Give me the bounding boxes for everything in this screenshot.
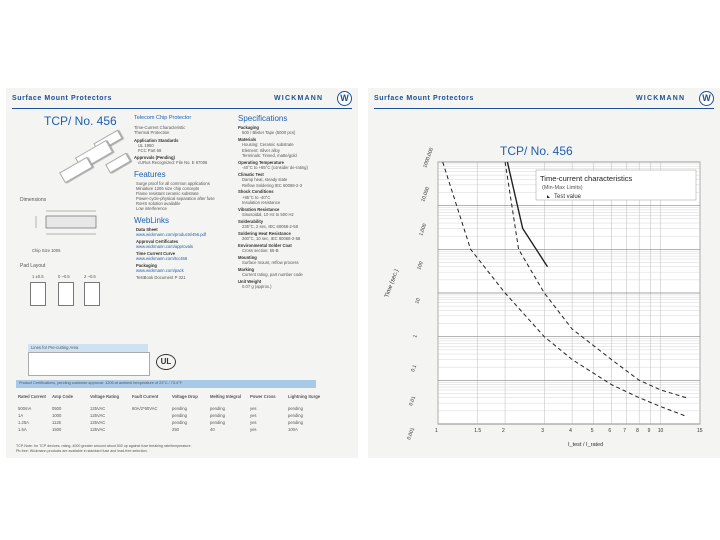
spec-value: Surface mount, reflow process <box>242 260 299 265</box>
pad-layout-label: Pad Layout <box>20 263 46 269</box>
feature-item: Surge proof for all common applications <box>136 181 210 186</box>
x-axis-label: I_test / I_rated <box>568 442 604 448</box>
wickmann-logo-icon: W <box>337 91 352 106</box>
spec-value: Sinusoidal, 10 Hz to 500 Hz <box>242 212 294 217</box>
chart-title: Time-current characteristics <box>540 174 633 183</box>
chart-subtitle: (Min-Max Limits) <box>542 185 583 191</box>
spec-heading: Marking <box>238 266 255 272</box>
table-cell: 125VAC <box>90 406 106 411</box>
spec-heading: Shock Conditions <box>238 189 274 195</box>
table-cell: pending <box>210 420 225 425</box>
pad <box>84 282 100 306</box>
legend-box <box>28 352 150 376</box>
x-tick-label: 3 <box>541 428 545 434</box>
x-tick-label: 15 <box>697 428 703 434</box>
table-cell: 1.25A <box>18 420 29 425</box>
spec-value: 260°C, 10 sec, IEC 60068-2-58 <box>242 236 301 241</box>
spec-value: Cross section: 55-B <box>242 248 279 253</box>
legend-heading: Lines for Pre-cutting Area <box>31 345 79 350</box>
x-tick-label: 9 <box>647 428 651 434</box>
weblink[interactable]: www.wickmann.com/approvals <box>136 244 194 249</box>
table-cell: 125VAC <box>90 413 106 418</box>
x-tick-label: 1.5 <box>474 428 482 434</box>
pad <box>30 282 46 306</box>
spec-heading: Vibration Resistance <box>238 206 280 212</box>
spec-value: Reflow Soldering IEC 60068-2-3 <box>242 182 303 188</box>
y-axis-label: Time (sec.) <box>384 268 401 299</box>
table-cell: pending <box>210 413 225 418</box>
dimension-note: Chip Size 1005 <box>32 248 61 253</box>
table-header: Voltage Drop <box>172 394 198 399</box>
x-tick-label: 8 <box>636 428 639 434</box>
spec-heading: Packaging <box>238 125 259 130</box>
y-tick-label: 0.01 <box>408 395 418 407</box>
subtitle: Thermal Protection <box>134 130 170 135</box>
table-band <box>16 380 316 388</box>
pad-dimension: 2 ~0.5 <box>84 274 96 279</box>
time-current-chart <box>368 88 720 458</box>
table-cell: yes <box>250 427 257 432</box>
table-cell: yes <box>250 406 257 411</box>
pad <box>58 282 74 306</box>
spec-value: +85°C to -40°C <box>242 194 271 200</box>
x-tick-label: 7 <box>623 428 627 434</box>
specifications-heading: Specifications <box>238 114 288 123</box>
y-tick-label: 1000,000 <box>422 147 436 169</box>
y-tick-label: 100 <box>416 260 425 271</box>
weblink[interactable]: www.wickmann.com/products/456.pdf <box>136 232 207 237</box>
footnote: TCP-Note: for TCP devices, rating, 4000 greater amount about 500 up against fuse breaking rate/temperature. <box>16 444 192 448</box>
spec-heading: Mounting <box>238 254 257 260</box>
pending-item: cURus Recognized: File No. E 67006 <box>138 160 208 165</box>
dimensions-label: Dimensions <box>20 197 47 203</box>
spec-value: Element: Silver alloy <box>242 147 280 153</box>
table-cell: 40 <box>210 427 215 432</box>
spec-heading: Solderability <box>238 218 264 224</box>
table-cell: pending <box>288 420 303 425</box>
pad-dimension: 0 ~0.5 <box>58 274 70 279</box>
table-cell: pending <box>288 406 303 411</box>
spec-heading: Materials <box>238 137 257 142</box>
feature-item: Low interference <box>136 206 167 211</box>
table-header: Power Cross <box>250 394 276 399</box>
feature-item: RoHS solution available <box>136 201 181 206</box>
y-tick-label: 1 <box>412 334 419 339</box>
table-cell: 500mA <box>18 406 32 411</box>
y-tick-label: 0.1 <box>410 364 419 373</box>
footnote: Pb-free: Wickmann products are available in standard fuse and lead-free selection. <box>16 449 148 453</box>
spec-value: Damp heat, steady state <box>242 177 288 183</box>
spec-value: Terminals: Tinned, matte/gold <box>242 153 297 159</box>
spec-heading: Environmental Solder Coat <box>238 242 292 248</box>
table-cell: yes <box>250 413 257 418</box>
y-tick-label: 0.001 <box>406 426 417 441</box>
table-header: Melting Integral <box>210 394 241 399</box>
table-cell: 1125 <box>52 420 62 425</box>
page-header: Surface Mount Protectors <box>12 95 112 102</box>
weblink[interactable]: www.wickmann.com/pack <box>136 268 184 273</box>
table-cell: 1A <box>18 413 24 418</box>
brand-name: WICKMANN <box>636 95 686 102</box>
table-cell: 125VAC <box>90 427 106 432</box>
brand-name: WICKMANN <box>274 95 324 102</box>
product-title: TCP/ No. 456 <box>500 144 573 158</box>
x-tick-label: 10 <box>657 428 664 434</box>
feature-item: Flame resistant ceramic substrate <box>136 191 199 196</box>
weblink-label: Packaging <box>136 263 157 268</box>
chip-image <box>105 153 131 174</box>
y-tick-label: 10,000 <box>420 186 432 203</box>
x-tick-label: 6 <box>608 428 612 434</box>
pending-heading: Approvals (Pending) <box>134 155 175 160</box>
approval-item: UL 1950 <box>138 143 154 148</box>
table-band-text: Product Certifications, pending customer approval: 1206 at ambient temperature of 23°C / 73.4°F <box>19 381 183 385</box>
y-tick-label: 1,000 <box>418 222 429 237</box>
table-header: Voltage Rating <box>90 394 120 399</box>
table-cell: 1000 <box>52 413 62 418</box>
spec-heading: Climatic Test <box>238 171 264 177</box>
table-cell: pending <box>172 406 187 411</box>
feature-item: Miniature 1206 size chip concepts <box>136 186 200 191</box>
legend-label: Test value <box>554 194 582 200</box>
table-header: Fault Current <box>132 394 159 399</box>
datasheet-page-left <box>6 88 358 458</box>
x-tick-label: 4 <box>569 428 572 434</box>
weblinks-heading: WebLinks <box>134 216 169 225</box>
spec-value: Housing: Ceramic substrate <box>242 142 294 148</box>
spec-heading: Operating Temperature <box>238 159 284 165</box>
table-cell: 250 <box>172 427 179 432</box>
x-tick-label: 5 <box>590 428 594 434</box>
pad-dimension: 1 ±0.5 <box>32 274 44 279</box>
table-cell: pending <box>288 413 303 418</box>
ul-certification-icon: UL <box>156 354 176 370</box>
datasheet-page-right <box>368 88 720 458</box>
header-divider <box>12 108 352 109</box>
features-heading: Features <box>134 170 166 179</box>
table-cell: 1.5A <box>18 427 27 432</box>
weblink[interactable]: www.wickmann.com/tcc456 <box>136 256 188 261</box>
spec-value: 0.07 g (approx.) <box>242 284 272 289</box>
table-header: Lightning Surge <box>288 394 321 399</box>
product-title: TCP/ No. 456 <box>44 114 117 128</box>
table-cell: pending <box>210 406 225 411</box>
x-tick-label: 1 <box>435 428 438 434</box>
approval-item: FCC Part 68 <box>138 148 162 153</box>
table-cell: 125VAC <box>90 420 106 425</box>
approvals-heading: Application Standards <box>134 138 179 143</box>
y-tick-label: 10 <box>414 297 422 305</box>
weblink-label: Approval Certificates <box>136 239 179 244</box>
spec-value: 500 / Blister Tape (5000 pcs) <box>242 130 296 136</box>
spec-heading: Soldering Heat Resistance <box>238 230 291 236</box>
wickmann-logo-icon: W <box>699 91 714 106</box>
table-cell: yes <box>250 420 257 425</box>
subtitle: Time-Current Characteristic <box>134 125 186 130</box>
table-header: Rated Current <box>18 394 46 399</box>
page-header: Surface Mount Protectors <box>374 95 474 102</box>
table-cell: pending <box>172 420 187 425</box>
table-cell: 60A/2*60VAC <box>132 406 158 411</box>
spec-value: -40°C to +85°C (consider de-rating) <box>242 165 308 171</box>
spec-heading: Unit Weight <box>238 278 262 284</box>
table-cell: 1500 <box>52 427 62 432</box>
legend-band <box>28 344 148 352</box>
feature-item: Power-cycle-physical separation after fuse <box>136 196 215 201</box>
spec-value: Insulation resistance <box>242 200 281 205</box>
dimension-drawing <box>26 206 116 246</box>
table-cell: 100A <box>288 427 298 432</box>
weblink[interactable]: TestBook Document P 321 <box>136 275 186 280</box>
x-tick-label: 2 <box>502 428 505 434</box>
table-cell: 0500 <box>52 406 62 411</box>
section-title: Telecom Chip Protector <box>134 115 192 121</box>
table-header: Amp Code <box>52 394 73 399</box>
weblink-label: Data Sheet <box>136 227 158 232</box>
spec-value: 235°C, 2 sec, IEC 60068-2-58 <box>242 224 298 229</box>
spec-value: Current rating, part number code <box>242 272 303 277</box>
weblink-label: Time Current Curve <box>136 251 176 256</box>
table-cell: pending <box>172 413 187 418</box>
